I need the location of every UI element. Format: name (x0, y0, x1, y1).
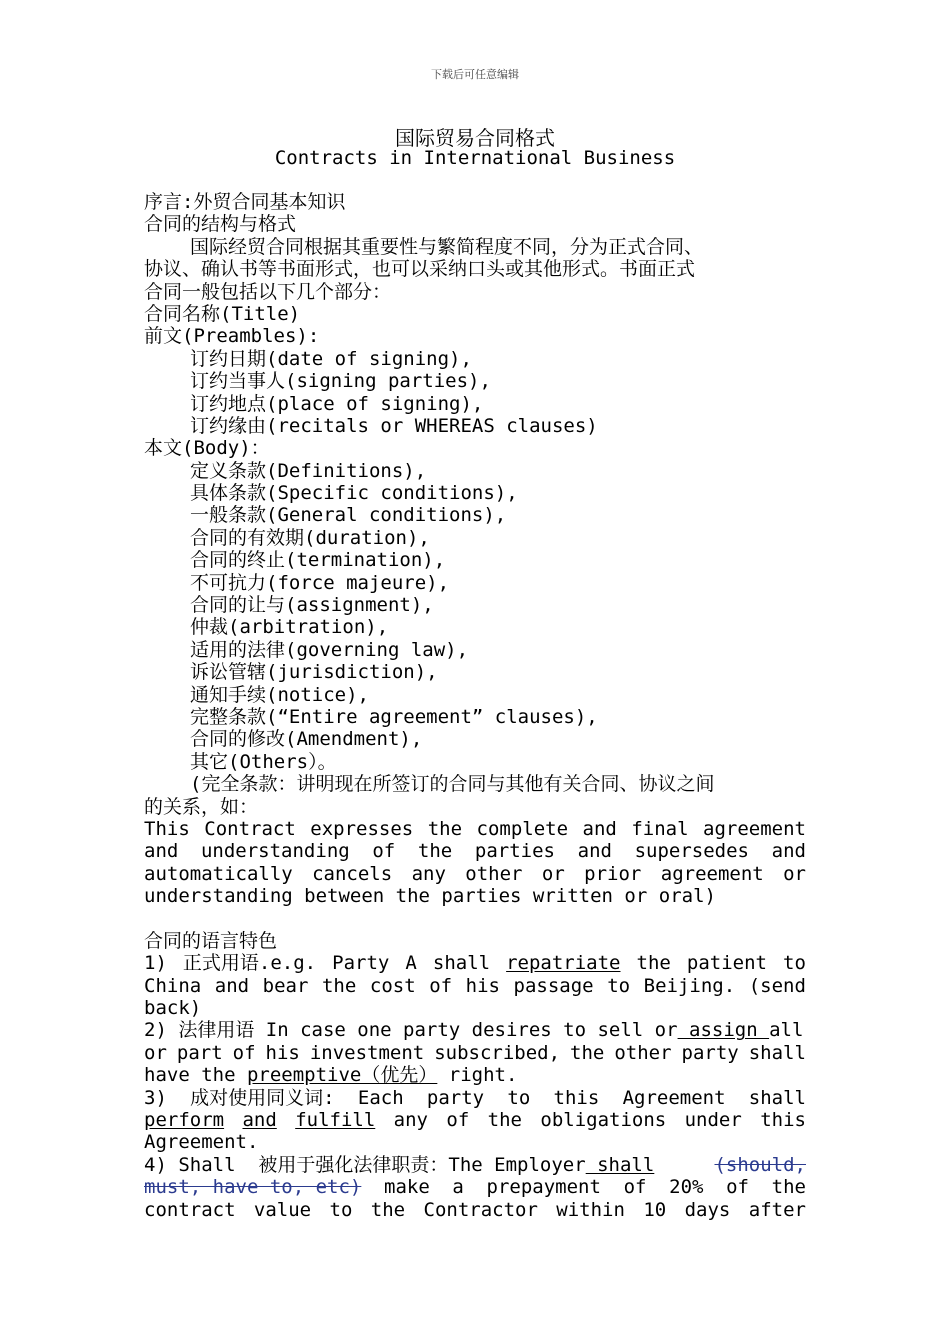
word: obligations (540, 1109, 667, 1132)
word: 20% (669, 1176, 704, 1199)
justified-line (144, 863, 806, 885)
list-item: 完整条款(“Entire agreement” clauses), (190, 705, 598, 728)
line-text: 4) Shall 被用于强化法律职责：The Employer (144, 1153, 586, 1176)
title-english: Contracts in International Business (274, 147, 676, 169)
blank-line (144, 908, 806, 930)
word: expresses (310, 817, 414, 840)
list-item: 定义条款(Definitions), (190, 459, 427, 482)
word: to (507, 1086, 531, 1109)
justified-line (144, 818, 806, 840)
list-item: 合同的有效期(duration), (190, 526, 430, 549)
list-item: 一般条款(General conditions), (190, 504, 507, 527)
word: this (760, 1109, 806, 1132)
word: party (426, 1086, 485, 1109)
list-item: 诉讼管辖(jurisdiction), (190, 661, 438, 684)
word: This (144, 817, 190, 840)
word: shall (432, 952, 491, 975)
word: and (214, 974, 250, 997)
word: Beijing. (643, 974, 736, 997)
title-chinese: 国际贸易合同格式 (395, 126, 555, 150)
word: the (417, 840, 453, 863)
word: the (487, 1109, 522, 1132)
word: of (429, 974, 453, 997)
justified-line (144, 1109, 806, 1131)
struck-text: (should, (714, 1153, 806, 1176)
line-text: have the (144, 1064, 247, 1087)
line-text (144, 1154, 654, 1176)
word: final (631, 817, 689, 840)
word: a (452, 1176, 464, 1199)
word: the (570, 1041, 605, 1064)
word: under (684, 1109, 742, 1132)
list-item: 订约日期(date of signing), (190, 347, 472, 370)
word: of (232, 1041, 256, 1064)
word: shall (748, 1041, 806, 1064)
word: of (446, 1109, 470, 1132)
word: the (370, 1198, 406, 1221)
word: to (607, 974, 631, 997)
list-item: 不可抗力(force majeure), (190, 571, 450, 594)
list-item: 前文(Preambles): (144, 325, 320, 348)
word: A (405, 952, 417, 975)
word: Agreement (622, 1086, 726, 1109)
list-item: 合同名称(Title) (144, 302, 301, 325)
word: other (614, 1041, 672, 1064)
word: of (726, 1176, 749, 1199)
paragraph-line: back) (144, 997, 202, 1020)
word: the (636, 952, 671, 975)
word: 3) (144, 1086, 167, 1109)
page-header: 下载后可任意编辑 (431, 68, 519, 81)
word: complete (476, 817, 569, 840)
struck-text: must, have to, etc) (144, 1176, 362, 1199)
word: or (541, 862, 565, 885)
word: other (465, 862, 523, 885)
word: the (427, 817, 463, 840)
list-item: 其它(Others）。 (190, 750, 337, 773)
justified-line (144, 952, 806, 974)
word: 成对使用同义词: (190, 1086, 335, 1109)
list-item: 合同的终止(termination), (190, 549, 446, 572)
word: any (411, 862, 446, 885)
word: Each (357, 1086, 404, 1109)
section-heading: 合同的结构与格式 (144, 213, 297, 236)
paragraph-line: (完全条款：讲明现在所签订的合同与其他有关合同、协议之间 (190, 773, 715, 796)
paragraph-line: understanding between the parties written or oral) (144, 885, 716, 908)
paragraph-line: 合同一般包括以下几个部分： (144, 280, 392, 303)
word: cancels (312, 862, 393, 885)
word: perform (144, 1109, 225, 1132)
word: value (253, 1198, 312, 1221)
line-text: all (769, 1019, 804, 1042)
word: 10 (643, 1198, 667, 1221)
word: of (623, 1176, 647, 1199)
list-item: 合同的让与(assignment), (190, 594, 434, 617)
list-item: 订约地点(place of signing), (190, 392, 484, 415)
document-body (144, 191, 806, 1221)
word: (send (748, 974, 806, 997)
word: Party (332, 952, 390, 975)
justified-line (144, 975, 806, 997)
word: any (393, 1109, 428, 1132)
paragraph-line (144, 1064, 806, 1086)
word: repatriate (506, 952, 621, 975)
line-text: 2) 法律用语 In case one party desires to sell or (144, 1019, 678, 1042)
list-item: 通知手续(notice), (190, 683, 369, 706)
justified-line (144, 1176, 806, 1198)
word: the (771, 1176, 806, 1199)
word: or (144, 1041, 167, 1064)
paragraph-line: 国际经贸合同根据其重要性与繁简程度不同，分为正式合同、 (190, 235, 704, 258)
paragraph-line: 协议、确认书等书面形式，也可以采纳口头或其他形式。书面正式 (144, 258, 696, 281)
word: to (329, 1198, 353, 1221)
word: parties (474, 840, 555, 863)
word: shall (748, 1086, 806, 1109)
word: agreement (703, 817, 806, 840)
justified-line (144, 1199, 806, 1221)
word: his (265, 1041, 300, 1064)
word: Contract (204, 817, 296, 840)
list-item: 具体条款(Specific conditions), (190, 482, 518, 505)
list-item: 订约缘由(recitals or WHEREAS clauses) (190, 414, 598, 437)
word: prior (584, 862, 642, 885)
word: his (465, 974, 500, 997)
list-item: 本文(Body)： (144, 437, 270, 460)
word: agreement (660, 862, 764, 885)
word: bear (262, 974, 309, 997)
word: China (144, 974, 202, 997)
word: the (321, 974, 357, 997)
section-heading: 合同的语言特色 (144, 929, 278, 952)
word: part (176, 1041, 223, 1064)
word: make (384, 1176, 430, 1199)
word: within (556, 1198, 625, 1221)
word: and (242, 1109, 277, 1132)
word: cost (369, 974, 416, 997)
word: to (783, 952, 806, 975)
word: prepayment (486, 1176, 601, 1199)
word: and (771, 840, 806, 863)
list-item: 订约当事人(signing parties), (190, 370, 491, 393)
word: investment (309, 1041, 425, 1064)
justified-line (144, 1087, 806, 1109)
section-heading: 序言:外贸合同基本知识 (144, 191, 346, 213)
word: and (144, 840, 179, 863)
word: passage (513, 974, 594, 997)
word: Contractor (423, 1198, 538, 1221)
list-item: 仲裁(arbitration), (190, 616, 389, 639)
justified-line (144, 840, 806, 862)
word: or (783, 862, 806, 885)
underlined-term: preemptive（优先） (246, 1064, 438, 1087)
word: 正式用语.e.g. (182, 952, 317, 975)
word: fulfill (295, 1109, 376, 1132)
justified-line (144, 1042, 806, 1064)
underlined-term: assign (677, 1019, 770, 1042)
word: subscribed, (434, 1041, 561, 1064)
word: 1) (144, 952, 167, 975)
paragraph-line: 的关系，如： (144, 795, 259, 818)
word: understanding (200, 840, 350, 863)
list-item: 合同的修改(Amendment), (190, 728, 423, 751)
word: and (582, 817, 617, 840)
word: supersedes (634, 840, 749, 863)
paragraph-line: Agreement. (144, 1131, 259, 1154)
word: days (684, 1198, 731, 1221)
word: automatically (144, 862, 293, 885)
word: this (553, 1086, 600, 1109)
justified-line (144, 1154, 806, 1176)
word: and (577, 840, 612, 863)
paragraph-line (144, 1019, 806, 1041)
word: patient (686, 952, 767, 975)
word: contract (144, 1198, 236, 1221)
line-text: right. (437, 1064, 518, 1087)
word: party (681, 1041, 739, 1064)
list-item: 适用的法律(governing law), (190, 638, 469, 661)
underlined-term: shall (585, 1153, 655, 1176)
word: after (748, 1198, 806, 1221)
word: of (372, 840, 396, 863)
